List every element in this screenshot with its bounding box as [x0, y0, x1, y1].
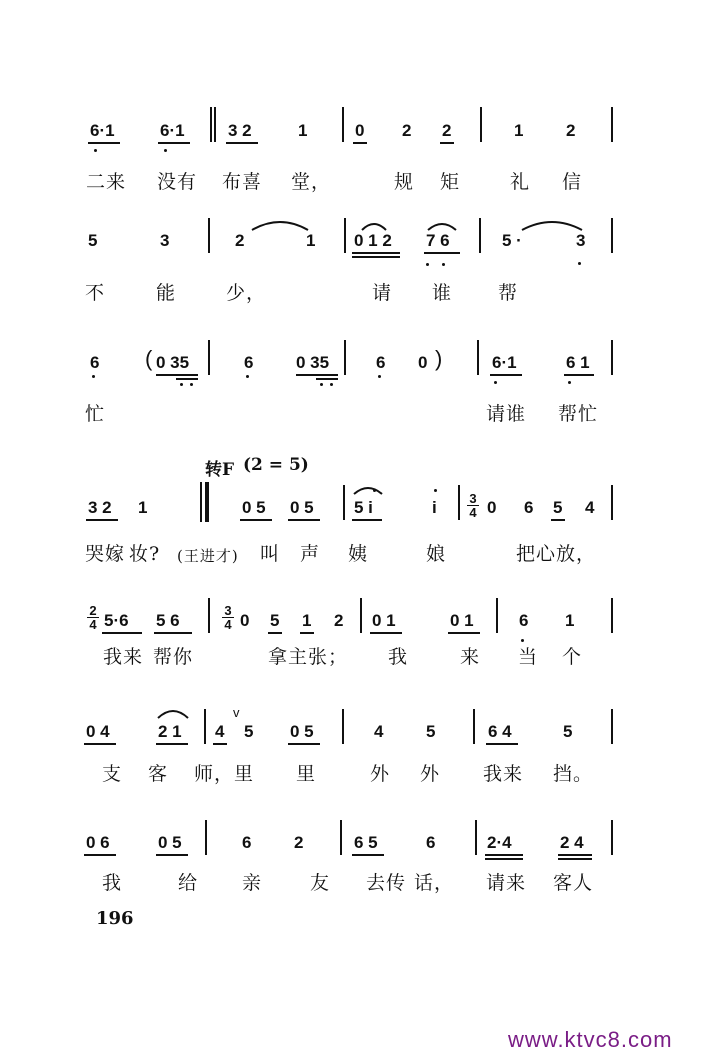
- slur: [352, 484, 384, 496]
- lyric: 礼: [510, 171, 531, 193]
- lyric: 挡。: [553, 763, 594, 785]
- note: 1: [565, 611, 575, 630]
- lyric: 布喜: [222, 171, 263, 193]
- lyric: 个: [562, 646, 583, 668]
- lyric: 客人: [553, 872, 594, 894]
- note: 6: [242, 833, 252, 852]
- lyric-speaker: (王进才): [177, 547, 239, 565]
- note: 5·6: [104, 611, 129, 630]
- slur: [360, 220, 388, 232]
- note: 6: [376, 353, 386, 372]
- note: 3 2: [228, 121, 252, 140]
- note: 5 6: [156, 611, 180, 630]
- note: 6 4: [488, 722, 512, 741]
- note: 0 1: [372, 611, 396, 630]
- lyric: 请谁: [486, 403, 527, 425]
- note: 3 2: [88, 498, 112, 517]
- time-signature: 3 4: [467, 492, 479, 519]
- note: 2: [235, 231, 245, 250]
- paren-close: ): [435, 346, 443, 371]
- lyric: 外: [370, 763, 391, 785]
- note: 6 5: [354, 833, 378, 852]
- note: 0: [418, 353, 428, 372]
- lyric: 去传: [366, 872, 407, 894]
- note: 6·1: [90, 121, 115, 140]
- note: 7 6: [426, 231, 450, 250]
- slur: [156, 706, 190, 720]
- lyric: 帮你: [153, 646, 194, 668]
- note: 5: [244, 722, 254, 741]
- note: i: [432, 498, 437, 517]
- watermark: www.ktvc8.com: [508, 1027, 673, 1052]
- note: 5: [270, 611, 280, 630]
- note: 1: [138, 498, 148, 517]
- lyric: 请: [372, 282, 393, 304]
- note: 1: [302, 611, 312, 630]
- lyric: 叫: [260, 543, 281, 565]
- key-change-formula: (2 = 5): [243, 455, 309, 475]
- lyric: 支: [102, 763, 123, 785]
- note: 5: [88, 231, 98, 250]
- lyric: 当: [518, 646, 539, 668]
- note: 2: [566, 121, 576, 140]
- lyric: 声: [300, 543, 321, 565]
- slur: [520, 218, 584, 232]
- lyric: 来: [460, 646, 481, 668]
- note: 5: [426, 722, 436, 741]
- note: 2: [402, 121, 412, 140]
- note: 2 4: [560, 833, 584, 852]
- note: 2·4: [487, 833, 512, 852]
- lyric: 谁: [432, 282, 453, 304]
- lyric: 我来: [103, 646, 144, 668]
- lyric: 信: [562, 171, 583, 193]
- lyric: 外: [420, 763, 441, 785]
- note: 0 6: [86, 833, 110, 852]
- lyric: 我: [388, 646, 409, 668]
- note: 6·1: [160, 121, 185, 140]
- lyric: 亲: [242, 872, 263, 894]
- note: 6: [519, 611, 529, 630]
- note: 0 35: [296, 353, 330, 372]
- lyric: 娘: [426, 543, 447, 565]
- lyric: 忙: [85, 403, 106, 425]
- lyric: 拿主张；: [268, 646, 349, 668]
- lyric: 堂，: [291, 171, 332, 193]
- note: 1: [306, 231, 316, 250]
- lyric: 没有: [157, 171, 198, 193]
- time-signature: 2 4: [87, 604, 99, 631]
- note: 0 4: [86, 722, 110, 741]
- note: 6: [524, 498, 534, 517]
- note: 4: [585, 498, 595, 517]
- note: 2 1: [158, 722, 182, 741]
- lyric: 少，: [226, 282, 267, 304]
- note: 0 5: [158, 833, 182, 852]
- note: 0 35: [156, 353, 190, 372]
- note: 4: [215, 722, 225, 741]
- lyric: 请来: [486, 872, 527, 894]
- note: 5 ·: [502, 231, 522, 250]
- page-number: 196: [96, 908, 134, 929]
- note: 3: [576, 231, 586, 250]
- note: 0 1: [450, 611, 474, 630]
- note: 0: [487, 498, 497, 517]
- note: 5: [563, 722, 573, 741]
- note: 6 1: [566, 353, 590, 372]
- lyric: 规: [394, 171, 415, 193]
- note: 6: [244, 353, 254, 372]
- lyric: 里: [296, 763, 317, 785]
- note: 5: [553, 498, 563, 517]
- lyric: 帮: [498, 282, 519, 304]
- note: 2: [294, 833, 304, 852]
- note: 0 1 2: [354, 231, 392, 250]
- paren-open: (: [145, 346, 153, 371]
- breath-mark: v: [233, 705, 240, 720]
- lyric: 友: [310, 872, 331, 894]
- lyric: 客: [148, 763, 169, 785]
- lyric: 我来: [483, 763, 524, 785]
- note: 2: [442, 121, 452, 140]
- note: 0: [240, 611, 250, 630]
- lyric: 师，里: [194, 763, 255, 785]
- key-change-prefix: 转F: [205, 460, 235, 480]
- note: 4: [374, 722, 384, 741]
- time-signature: 3 4: [222, 604, 234, 631]
- note: 5 i: [354, 498, 373, 517]
- note: 6·1: [492, 353, 517, 372]
- lyric: 把心放，: [516, 543, 597, 565]
- lyric: 不: [85, 282, 106, 304]
- lyric: 给: [178, 872, 199, 894]
- note: 1: [514, 121, 524, 140]
- lyric: 姨: [348, 543, 369, 565]
- note: 0 5: [242, 498, 266, 517]
- note: 3: [160, 231, 170, 250]
- note: 6: [90, 353, 100, 372]
- note: 1: [298, 121, 308, 140]
- note: 6: [426, 833, 436, 852]
- lyric: 能: [156, 282, 177, 304]
- lyric: 妆?: [129, 543, 161, 565]
- note: 0 5: [290, 722, 314, 741]
- note: 0 5: [290, 498, 314, 517]
- lyric: 帮忙: [558, 403, 599, 425]
- note: 0: [355, 121, 365, 140]
- slur: [250, 218, 310, 232]
- lyric: 二来: [86, 171, 127, 193]
- lyric: 哭嫁: [85, 543, 126, 565]
- lyric: 我: [102, 872, 123, 894]
- lyric: 矩: [440, 171, 461, 193]
- note: 2: [334, 611, 344, 630]
- slur: [426, 220, 458, 232]
- lyric: 话，: [414, 872, 455, 894]
